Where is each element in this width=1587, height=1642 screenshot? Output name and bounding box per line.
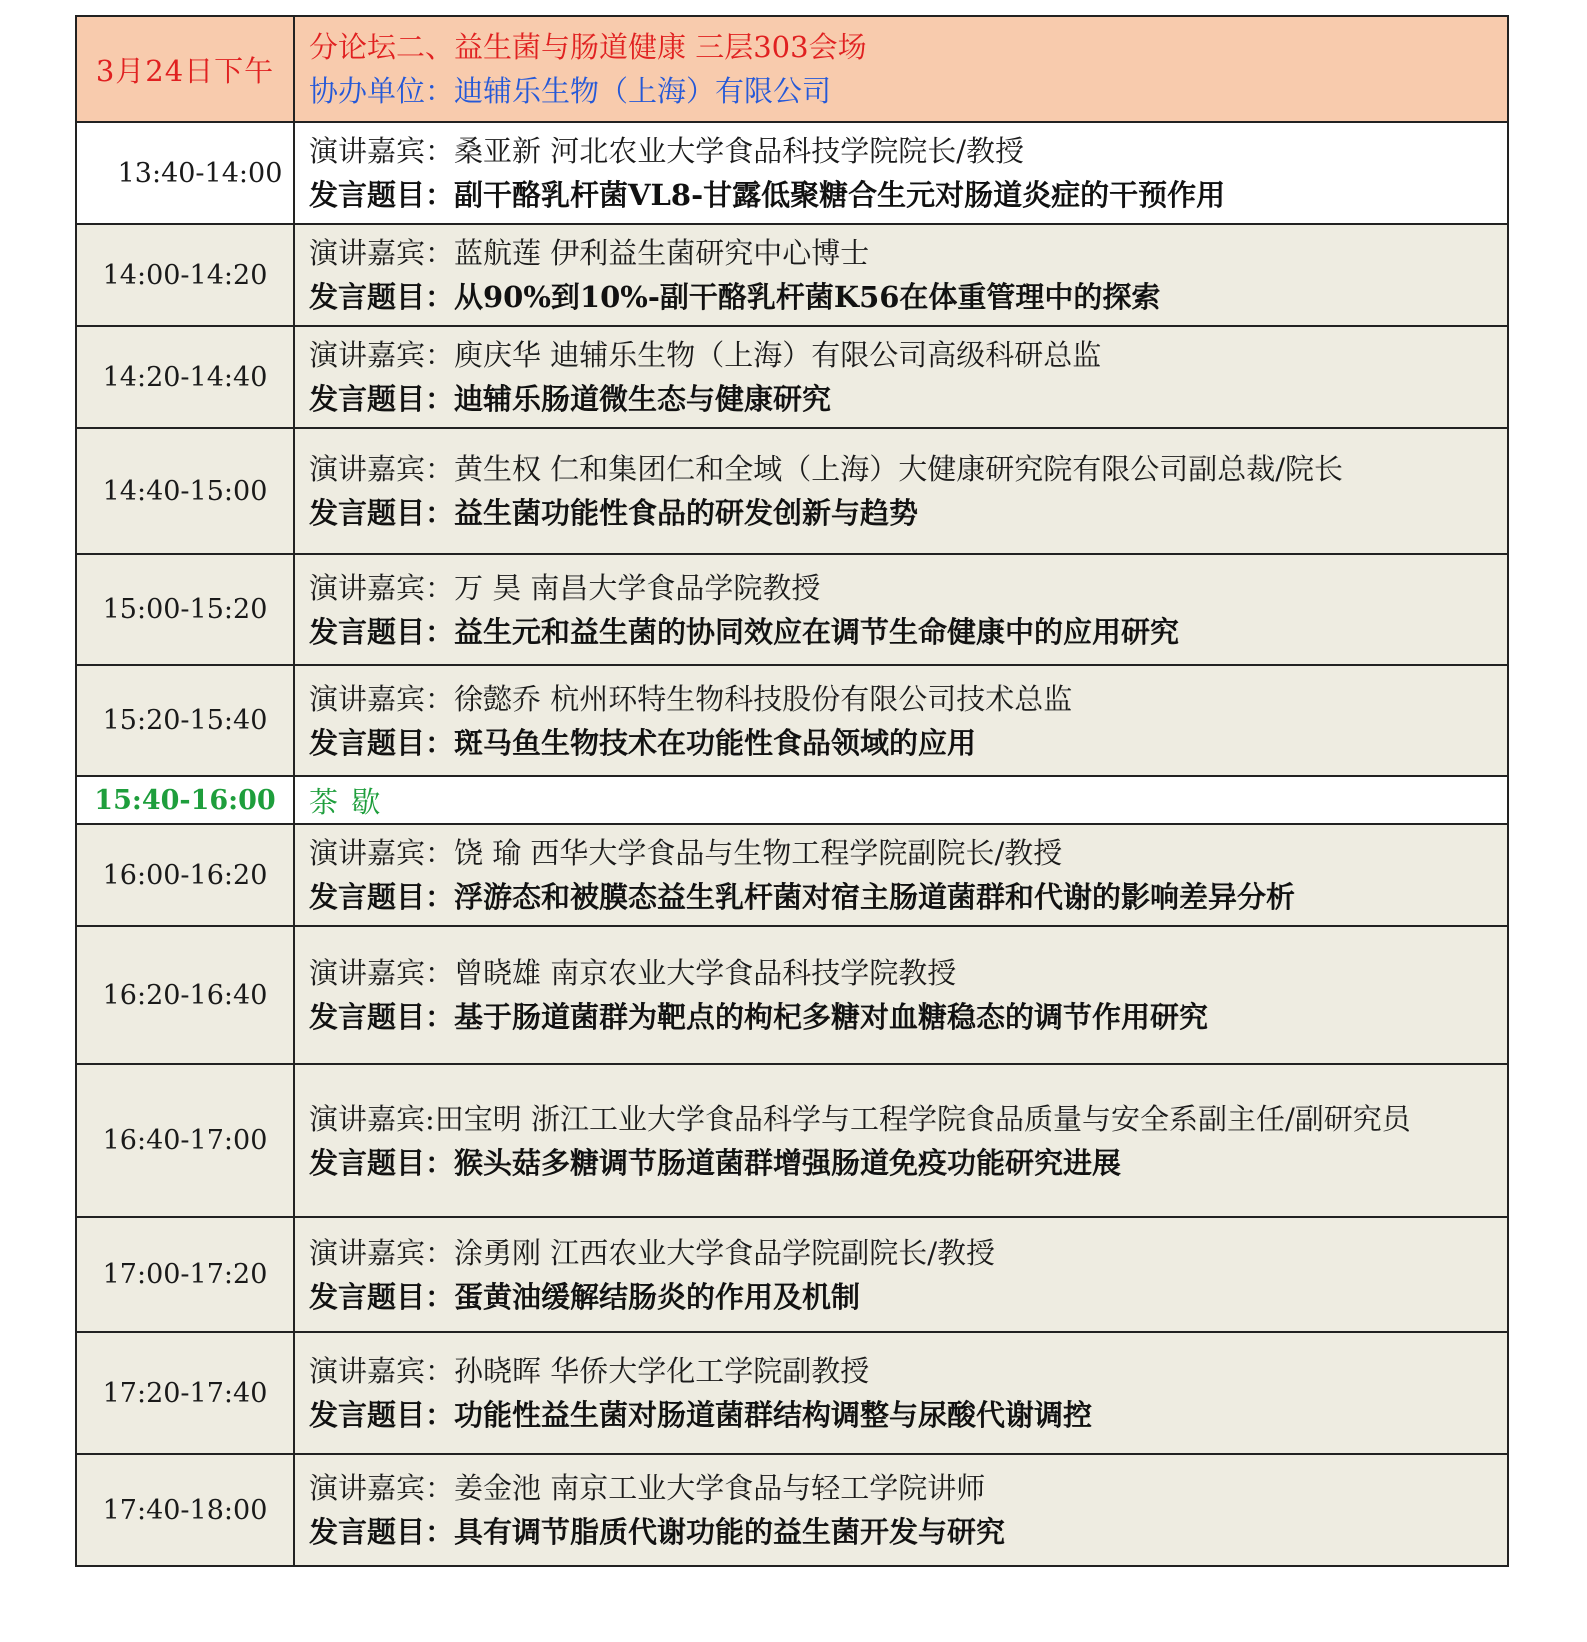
talk-details — [294, 1454, 1508, 1566]
time-slot: 15:00-15:20 — [76, 554, 294, 665]
forum-title: 分论坛二、益生菌与肠道健康 三层303会场 — [309, 30, 867, 64]
talk-details — [294, 428, 1508, 554]
talk-details — [294, 326, 1508, 428]
talk-details — [294, 122, 1508, 224]
talk-title: 发言题目：具有调节脂质代谢功能的益生菌开发与研究 — [309, 1515, 1006, 1549]
time-slot: 14:20-14:40 — [76, 326, 294, 428]
time-slot: 17:00-17:20 — [76, 1217, 294, 1332]
talk-details — [294, 1217, 1508, 1332]
table-row — [76, 1332, 1508, 1454]
table-row — [76, 665, 1508, 776]
talk-details — [294, 926, 1508, 1064]
time-slot: 14:00-14:20 — [76, 224, 294, 326]
talk-title: 发言题目：猴头菇多糖调节肠道菌群增强肠道免疫功能研究进展 — [309, 1145, 1122, 1180]
talk-title: 发言题目：蛋黄油缓解结肠炎的作用及机制 — [309, 1279, 861, 1314]
speaker-info: 演讲嘉宾：黄生权 仁和集团仁和全域（上海）大健康研究院有限公司副总裁/院长 — [309, 452, 1343, 486]
table-row — [76, 122, 1508, 224]
talk-title: 发言题目：浮游态和被膜态益生乳杆菌对宿主肠道菌群和代谢的影响差异分析 — [309, 880, 1296, 914]
talk-details — [294, 1064, 1508, 1217]
schedule-table — [75, 15, 1509, 1567]
speaker-info: 演讲嘉宾：曾晓雄 南京农业大学食品科技学院教授 — [309, 956, 957, 990]
talk-details — [294, 224, 1508, 326]
talk-title: 发言题目：迪辅乐肠道微生态与健康研究 — [309, 382, 832, 416]
speaker-info: 演讲嘉宾：姜金池 南京工业大学食品与轻工学院讲师 — [309, 1471, 986, 1505]
table-row — [76, 1454, 1508, 1566]
talk-title: 发言题目：基于肠道菌群为靶点的枸杞多糖对血糖稳态的调节作用研究 — [309, 1000, 1209, 1034]
talk-title: 发言题目：从90%到10%-副干酪乳杆菌K56在体重管理中的探索 — [309, 280, 1161, 314]
table-row — [76, 1217, 1508, 1332]
break-label: 茶 歇 — [294, 776, 1508, 824]
speaker-info: 演讲嘉宾：饶 瑜 西华大学食品与生物工程学院副院长/教授 — [309, 836, 1063, 870]
table-row — [76, 224, 1508, 326]
talk-details — [294, 665, 1508, 776]
talk-details — [294, 824, 1508, 926]
table-row — [76, 926, 1508, 1064]
speaker-info: 演讲嘉宾：万 昊 南昌大学食品学院教授 — [309, 570, 821, 605]
speaker-info: 演讲嘉宾：桑亚新 河北农业大学食品科技学院院长/教授 — [309, 134, 1024, 168]
time-slot: 14:40-15:00 — [76, 428, 294, 554]
time-slot: 13:40-14:00 — [76, 122, 294, 224]
talk-details — [294, 1332, 1508, 1454]
table-row — [76, 1064, 1508, 1217]
speaker-info: 演讲嘉宾：蓝航莲 伊利益生菌研究中心博士 — [309, 236, 870, 270]
time-slot: 16:40-17:00 — [76, 1064, 294, 1217]
time-slot: 17:20-17:40 — [76, 1332, 294, 1454]
speaker-info: 演讲嘉宾：涂勇刚 江西农业大学食品学院副院长/教授 — [309, 1235, 995, 1270]
speaker-info: 演讲嘉宾:田宝明 浙江工业大学食品科学与工程学院食品质量与安全系副主任/副研究员 — [309, 1101, 1411, 1136]
session-date-time: 3月24日下午 — [76, 16, 294, 122]
break-time: 15:40-16:00 — [76, 776, 294, 824]
table-row — [76, 554, 1508, 665]
header-row — [76, 16, 1508, 122]
time-slot: 15:20-15:40 — [76, 665, 294, 776]
time-slot: 17:40-18:00 — [76, 1454, 294, 1566]
talk-title: 发言题目：功能性益生菌对肠道菌群结构调整与尿酸代谢调控 — [309, 1398, 1093, 1432]
speaker-info: 演讲嘉宾：徐懿乔 杭州环特生物科技股份有限公司技术总监 — [309, 681, 1073, 716]
talk-title: 发言题目：副干酪乳杆菌VL8-甘露低聚糖合生元对肠道炎症的干预作用 — [309, 178, 1226, 212]
table-row — [76, 326, 1508, 428]
speaker-info: 演讲嘉宾：孙晓晖 华侨大学化工学院副教授 — [309, 1354, 870, 1388]
table-row — [76, 428, 1508, 554]
talk-details — [294, 554, 1508, 665]
time-slot: 16:20-16:40 — [76, 926, 294, 1064]
tea-break-row — [76, 776, 1508, 824]
co-organizer: 协办单位：迪辅乐生物（上海）有限公司 — [309, 74, 832, 108]
table-row — [76, 824, 1508, 926]
speaker-info: 演讲嘉宾：庾庆华 迪辅乐生物（上海）有限公司高级科研总监 — [309, 338, 1102, 372]
time-slot: 16:00-16:20 — [76, 824, 294, 926]
talk-title: 发言题目：益生菌功能性食品的研发创新与趋势 — [309, 496, 919, 530]
talk-title: 发言题目：斑马鱼生物技术在功能性食品领域的应用 — [309, 725, 977, 760]
forum-header — [294, 16, 1508, 122]
talk-title: 发言题目：益生元和益生菌的协同效应在调节生命健康中的应用研究 — [309, 614, 1180, 649]
